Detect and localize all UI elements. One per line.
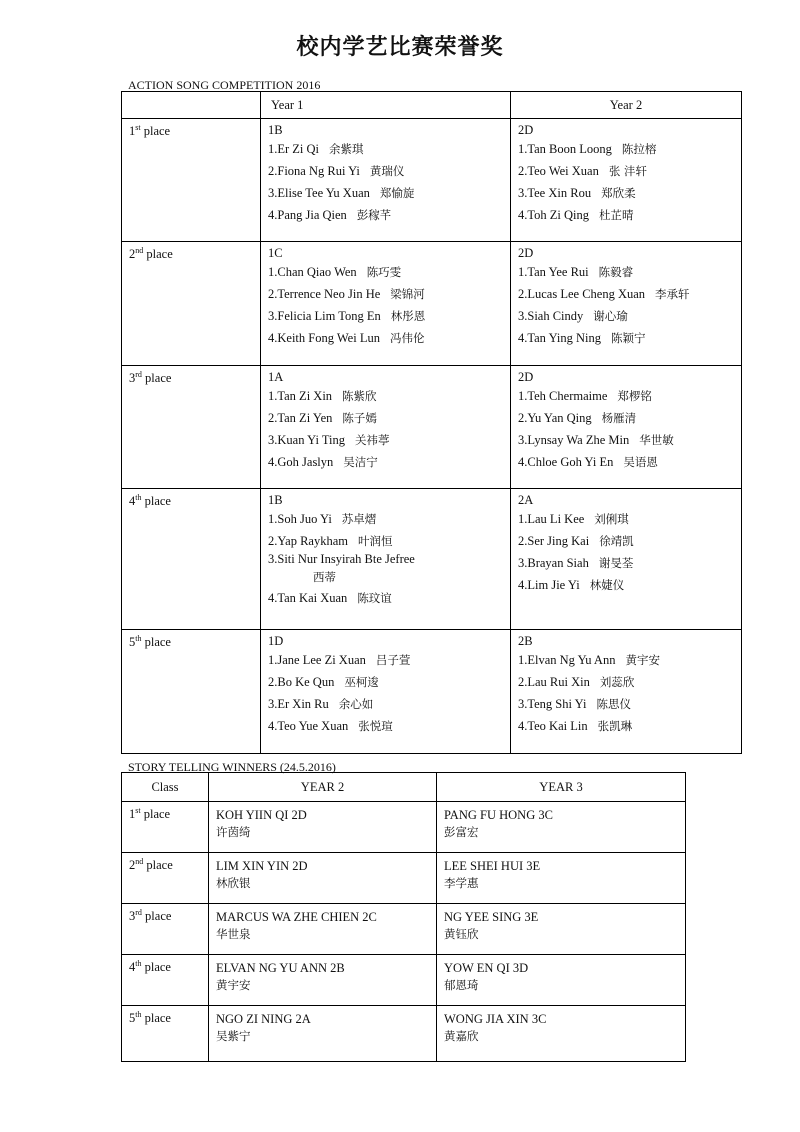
winner-name-en: 4.Teo Yue Xuan bbox=[268, 719, 349, 733]
winner-name-en: 3.Kuan Yi Ting bbox=[268, 433, 345, 447]
story-telling-caption: STORY TELLING WINNERS (24.5.2016) bbox=[128, 760, 336, 774]
action-song-caption: ACTION SONG COMPETITION 2016 bbox=[128, 78, 321, 92]
place-number: 1 bbox=[129, 124, 136, 139]
class-cell-year-1 bbox=[261, 119, 511, 242]
winner-entry bbox=[261, 261, 510, 283]
place-word: place bbox=[141, 1011, 171, 1026]
action-song-table bbox=[121, 91, 742, 754]
class-label: 1A bbox=[268, 370, 284, 384]
winner-name-zh: 郑愉旋 bbox=[379, 186, 415, 200]
winner-name-zh: 华世敏 bbox=[639, 433, 674, 447]
place-suffix: rd bbox=[135, 370, 142, 379]
place-cell bbox=[122, 955, 209, 1006]
winner-entry bbox=[261, 407, 510, 429]
winner-name-en: NG YEE SING 3E bbox=[444, 910, 539, 924]
header-year-2: YEAR 2 bbox=[209, 773, 437, 802]
winner-name-en: 2.Teo Wei Xuan bbox=[518, 164, 599, 178]
winner-entry bbox=[511, 693, 741, 715]
place-word: place bbox=[141, 371, 172, 386]
winner-entry bbox=[261, 182, 510, 204]
winner-name-zh: 苏卓熠 bbox=[341, 512, 377, 526]
winner-name-zh: 黄宇安 bbox=[216, 978, 251, 992]
place-suffix: th bbox=[135, 634, 142, 643]
page-title: 校内学艺比赛荣誉奖 bbox=[296, 35, 504, 60]
class-cell-year-1 bbox=[261, 366, 511, 489]
story-telling-table bbox=[121, 772, 686, 1062]
header-blank-cell bbox=[122, 92, 261, 119]
winner-name-en: 3.Lynsay Wa Zhe Min bbox=[518, 433, 630, 447]
winner-name-en: 4.Tan Kai Xuan bbox=[268, 591, 348, 605]
place-number: 4 bbox=[129, 494, 136, 509]
winner-name-zh: 李承轩 bbox=[655, 287, 690, 301]
winner-name-zh: 刘俐琪 bbox=[594, 512, 629, 526]
winner-entry bbox=[511, 451, 741, 473]
winner-entry bbox=[511, 283, 741, 305]
winner-entry bbox=[261, 429, 510, 451]
winner-name-en: 1.Teh Chermaime bbox=[518, 389, 608, 403]
winner-name-en: 4.Teo Kai Lin bbox=[518, 719, 588, 733]
winner-name-en: 2.Bo Ke Qun bbox=[268, 675, 335, 689]
winner-name-en: 2.Lau Rui Xin bbox=[518, 675, 590, 689]
winner-entry bbox=[511, 508, 741, 530]
story-telling-row bbox=[122, 904, 686, 955]
winner-entry bbox=[261, 305, 510, 327]
action-song-row bbox=[122, 366, 742, 489]
place-cell bbox=[122, 904, 209, 955]
story-telling-row bbox=[122, 1006, 686, 1062]
winner-entry bbox=[261, 283, 510, 305]
place-word: place bbox=[141, 635, 171, 650]
winner-entry bbox=[261, 508, 510, 530]
place-cell bbox=[122, 366, 261, 489]
winner-entry bbox=[511, 305, 741, 327]
winner-entry bbox=[511, 715, 741, 737]
winner-name-zh: 陈拉榕 bbox=[621, 142, 657, 156]
place-suffix: th bbox=[135, 493, 142, 502]
winner-cell-year-2 bbox=[209, 802, 437, 853]
place-suffix: nd bbox=[135, 246, 144, 255]
winner-name-zh: 陈巧雯 bbox=[366, 265, 402, 279]
winner-entry bbox=[261, 204, 510, 226]
place-cell bbox=[122, 853, 209, 904]
action-song-row bbox=[122, 119, 742, 242]
winner-name-en: 2.Ser Jing Kai bbox=[518, 534, 590, 548]
class-cell-year-2 bbox=[511, 119, 742, 242]
winner-name-zh: 陈思仪 bbox=[596, 697, 631, 711]
class-label: 2A bbox=[518, 493, 534, 507]
winner-name-zh: 林彤恩 bbox=[390, 309, 426, 323]
winner-name-zh: 郁恩琦 bbox=[444, 978, 479, 992]
winner-name-zh: 张 沣轩 bbox=[608, 164, 648, 178]
winner-name-zh: 李学惠 bbox=[444, 876, 479, 890]
winner-entry bbox=[511, 530, 741, 552]
place-cell bbox=[122, 489, 261, 630]
class-cell-year-1 bbox=[261, 489, 511, 630]
winner-name-zh: 黄钰欣 bbox=[444, 927, 479, 941]
winner-name-en: 1.Tan Boon Loong bbox=[518, 142, 612, 156]
winner-name-zh: 陈玟谊 bbox=[357, 591, 392, 605]
place-word: place bbox=[143, 858, 173, 873]
winner-name-en: 4.Keith Fong Wei Lun bbox=[268, 331, 380, 345]
winner-entry bbox=[511, 182, 741, 204]
winner-cell-year-3 bbox=[437, 904, 686, 955]
place-cell bbox=[122, 242, 261, 366]
place-number: 2 bbox=[129, 858, 136, 873]
winner-entry bbox=[511, 671, 741, 693]
winner-name-zh: 张凯琳 bbox=[597, 719, 633, 733]
winner-name-en: 4.Chloe Goh Yi En bbox=[518, 455, 614, 469]
winner-entry bbox=[261, 671, 510, 693]
story-telling-row bbox=[122, 853, 686, 904]
winner-name-en: YOW EN QI 3D bbox=[444, 961, 529, 975]
winner-name-zh: 林欣银 bbox=[216, 876, 251, 890]
story-telling-row bbox=[122, 955, 686, 1006]
winner-name-zh: 巫柯逡 bbox=[344, 675, 379, 689]
winner-name-en: MARCUS WA ZHE CHIEN 2C bbox=[216, 910, 377, 924]
winner-entry bbox=[511, 160, 741, 182]
class-label: 2D bbox=[518, 370, 534, 384]
winner-name-en: 3.Brayan Siah bbox=[518, 556, 589, 570]
header-year-2: Year 2 bbox=[511, 92, 742, 119]
winner-entry bbox=[261, 327, 510, 349]
winner-name-zh: 许茵绮 bbox=[216, 825, 251, 839]
winner-name-zh: 杜芷晴 bbox=[599, 208, 634, 222]
winner-name-en: 1.Chan Qiao Wen bbox=[268, 265, 357, 279]
winner-name-zh: 华世泉 bbox=[216, 927, 251, 941]
winner-name-en: 2.Fiona Ng Rui Yi bbox=[268, 164, 360, 178]
winner-entry bbox=[511, 407, 741, 429]
winner-name-zh: 彭富宏 bbox=[444, 825, 479, 839]
winner-cell-year-2 bbox=[209, 853, 437, 904]
place-suffix: st bbox=[135, 123, 141, 132]
winner-name-en: 3.Siah Cindy bbox=[518, 309, 584, 323]
winner-entry bbox=[511, 649, 741, 671]
place-cell bbox=[122, 119, 261, 242]
winner-name-en: PANG FU HONG 3C bbox=[444, 808, 553, 822]
winner-name-zh: 黄瑞仪 bbox=[369, 164, 405, 178]
winner-entry bbox=[261, 552, 510, 587]
winner-name-en: 3.Teng Shi Yi bbox=[518, 697, 587, 711]
winner-name-zh: 林婕仪 bbox=[589, 578, 625, 592]
winner-cell-year-3 bbox=[437, 853, 686, 904]
class-label: 1D bbox=[268, 634, 284, 648]
place-cell bbox=[122, 630, 261, 754]
story-telling-header-row bbox=[122, 773, 686, 802]
place-number: 4 bbox=[129, 960, 136, 975]
place-number: 5 bbox=[129, 1011, 136, 1026]
winner-entry bbox=[261, 649, 510, 671]
action-song-row bbox=[122, 630, 742, 754]
winner-name-zh: 西蒂 bbox=[313, 570, 336, 584]
winner-cell-year-2 bbox=[209, 1006, 437, 1062]
winner-entry bbox=[511, 138, 741, 160]
winner-entry bbox=[261, 451, 510, 473]
winner-name-zh: 梁锦河 bbox=[390, 287, 425, 301]
header-year-1: Year 1 bbox=[261, 92, 511, 119]
winner-entry bbox=[261, 530, 510, 552]
story-telling-row bbox=[122, 802, 686, 853]
winner-entry bbox=[511, 327, 741, 349]
place-cell bbox=[122, 1006, 209, 1062]
winner-entry bbox=[261, 715, 510, 737]
winner-name-en: 1.Jane Lee Zi Xuan bbox=[268, 653, 366, 667]
winner-name-en: 3.Elise Tee Yu Xuan bbox=[268, 186, 370, 200]
winner-name-zh: 陈颖宁 bbox=[611, 331, 646, 345]
winner-cell-year-3 bbox=[437, 1006, 686, 1062]
winner-entry bbox=[511, 261, 741, 283]
winner-name-en: 2.Terrence Neo Jin He bbox=[268, 287, 381, 301]
winner-name-en: 3.Siti Nur Insyirah Bte Jefree bbox=[268, 552, 415, 566]
winner-name-en: 2.Yap Raykham bbox=[268, 534, 348, 548]
winner-name-en: 2.Lucas Lee Cheng Xuan bbox=[518, 287, 646, 301]
place-suffix: th bbox=[135, 1010, 142, 1019]
winner-name-en: 4.Toh Zi Qing bbox=[518, 208, 589, 222]
place-number: 1 bbox=[129, 807, 136, 822]
winner-cell-year-2 bbox=[209, 904, 437, 955]
place-suffix: st bbox=[135, 806, 141, 815]
class-cell-year-1 bbox=[261, 242, 511, 366]
class-cell-year-2 bbox=[511, 630, 742, 754]
winner-entry bbox=[511, 385, 741, 407]
winner-name-zh: 冯伟伦 bbox=[389, 331, 425, 345]
class-label: 2D bbox=[518, 123, 534, 137]
winner-name-zh: 张悦瑄 bbox=[358, 719, 393, 733]
winner-name-zh: 徐靖凯 bbox=[599, 534, 634, 548]
winner-name-en: 4.Pang Jia Qien bbox=[268, 208, 347, 222]
winner-name-zh: 余紫琪 bbox=[329, 142, 364, 156]
class-label: 1B bbox=[268, 493, 283, 507]
winner-name-en: 3.Felicia Lim Tong En bbox=[268, 309, 381, 323]
header-year-3: YEAR 3 bbox=[437, 773, 686, 802]
winner-name-zh: 吴紫宁 bbox=[216, 1029, 251, 1043]
place-suffix: th bbox=[135, 959, 142, 968]
winner-name-zh: 关祎葶 bbox=[355, 433, 390, 447]
class-label: 1C bbox=[268, 246, 283, 260]
winner-name-en: 2.Yu Yan Qing bbox=[518, 411, 592, 425]
class-cell-year-2 bbox=[511, 242, 742, 366]
winner-name-zh: 彭稼芊 bbox=[356, 208, 392, 222]
winner-entry bbox=[511, 204, 741, 226]
winner-name-en: ELVAN NG YU ANN 2B bbox=[216, 961, 345, 975]
winner-name-en: 2.Tan Zi Yen bbox=[268, 411, 333, 425]
winner-name-en: 1.Er Zi Qi bbox=[268, 142, 320, 156]
place-word: place bbox=[140, 124, 171, 139]
place-number: 3 bbox=[129, 371, 136, 386]
winner-name-zh: 余心如 bbox=[338, 697, 374, 711]
place-suffix: nd bbox=[135, 857, 144, 866]
winner-name-en: WONG JIA XIN 3C bbox=[444, 1012, 547, 1026]
winner-name-zh: 陈子嫣 bbox=[342, 411, 377, 425]
winner-name-en: 1.Tan Yee Rui bbox=[518, 265, 589, 279]
place-word: place bbox=[143, 247, 173, 262]
winner-name-en: LEE SHEI HUI 3E bbox=[444, 859, 541, 873]
winner-name-zh: 谢旻荃 bbox=[598, 556, 634, 570]
place-word: place bbox=[141, 494, 171, 509]
winner-name-en: 1.Lau Li Kee bbox=[518, 512, 585, 526]
winner-name-zh: 陈毅睿 bbox=[598, 265, 634, 279]
action-song-row bbox=[122, 489, 742, 630]
place-suffix: rd bbox=[135, 908, 142, 917]
place-word: place bbox=[141, 960, 171, 975]
winner-name-en: 4.Tan Ying Ning bbox=[518, 331, 602, 345]
class-label: 2D bbox=[518, 246, 534, 260]
winner-name-en: 4.Goh Jaslyn bbox=[268, 455, 334, 469]
winner-cell-year-3 bbox=[437, 802, 686, 853]
winner-cell-year-3 bbox=[437, 955, 686, 1006]
winner-name-en: LIM XIN YIN 2D bbox=[216, 859, 308, 873]
winner-name-en: 3.Tee Xin Rou bbox=[518, 186, 592, 200]
winner-entry bbox=[261, 160, 510, 182]
winner-name-zh: 吕子萱 bbox=[375, 653, 411, 667]
winner-name-zh: 叶润恒 bbox=[357, 534, 393, 548]
class-cell-year-1 bbox=[261, 630, 511, 754]
winner-entry bbox=[511, 574, 741, 596]
winner-name-en: 4.Lim Jie Yi bbox=[518, 578, 580, 592]
header-class: Class bbox=[122, 773, 209, 802]
winner-cell-year-2 bbox=[209, 955, 437, 1006]
action-song-row bbox=[122, 242, 742, 366]
winner-entry bbox=[511, 552, 741, 574]
class-cell-year-2 bbox=[511, 489, 742, 630]
place-word: place bbox=[140, 807, 171, 822]
winner-name-zh: 刘蕊欣 bbox=[599, 675, 635, 689]
place-cell bbox=[122, 802, 209, 853]
winner-entry bbox=[261, 385, 510, 407]
winner-entry bbox=[261, 693, 510, 715]
place-number: 2 bbox=[129, 247, 136, 262]
class-label: 1B bbox=[268, 123, 283, 137]
winner-name-zh: 谢心瑜 bbox=[593, 309, 628, 323]
place-number: 3 bbox=[129, 909, 136, 924]
winner-name-zh: 郑欣柔 bbox=[601, 186, 636, 200]
winner-name-zh: 杨雁清 bbox=[601, 411, 637, 425]
class-label: 2B bbox=[518, 634, 533, 648]
winner-entry bbox=[261, 138, 510, 160]
winner-name-en: NGO ZI NING 2A bbox=[216, 1012, 311, 1026]
winner-name-en: KOH YIIN QI 2D bbox=[216, 808, 307, 822]
winner-name-zh: 吴洁宁 bbox=[343, 455, 378, 469]
winner-name-en: 1.Elvan Ng Yu Ann bbox=[518, 653, 616, 667]
class-cell-year-2 bbox=[511, 366, 742, 489]
winner-name-zh: 吴语恩 bbox=[623, 455, 658, 469]
winner-name-en: 3.Er Xin Ru bbox=[268, 697, 329, 711]
winner-name-zh: 黄宇安 bbox=[625, 653, 660, 667]
winner-name-zh: 郑椤铭 bbox=[617, 389, 652, 403]
winner-name-en: 1.Tan Zi Xin bbox=[268, 389, 333, 403]
winner-entry bbox=[261, 587, 510, 609]
place-number: 5 bbox=[129, 635, 136, 650]
winner-name-zh: 黄嘉欣 bbox=[444, 1029, 479, 1043]
action-song-header-row bbox=[122, 92, 742, 119]
winner-name-en: 1.Soh Juo Yi bbox=[268, 512, 332, 526]
place-word: place bbox=[141, 909, 172, 924]
winner-name-zh: 陈紫欣 bbox=[342, 389, 377, 403]
winner-entry bbox=[511, 429, 741, 451]
